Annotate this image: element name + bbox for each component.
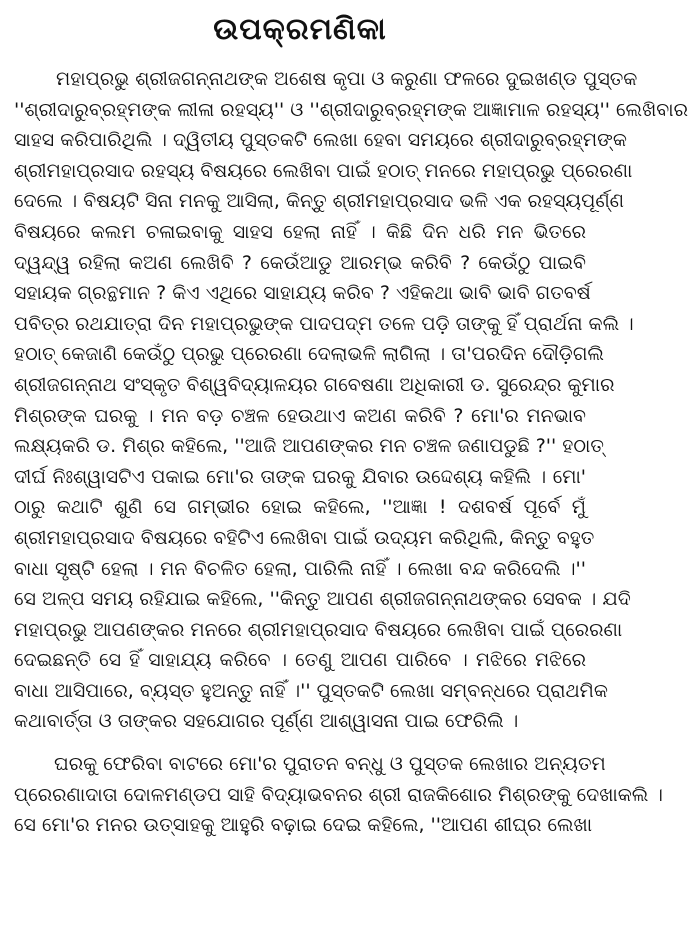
text-line: ସାହସ କରିପାରିଥିଲି । ଦ୍ୱିତୀୟ ପୁସ୍ତକଟି ଲେଖା ହେବା ସମୟରେ ଶ୍ରୀଦାରୁବ୍ରହ୍ମଙ୍କ <box>14 129 627 152</box>
text-line: ଲକ୍ଷ୍ୟକରି ଡ. ମିଶ୍ର କହିଲେ, ''ଆଜି ଆପଣଙ୍କର ମନ ଚଞ୍ଚଳ ଜଣାପଡୁଛି ?'' ହଠାତ୍ <box>14 435 604 458</box>
text-line: ବାଧା ସୃଷ୍ଟି ହେଲା । ମନ ବିଚଳିତ ହେଲା, ପାରିଲି ନାହିଁ । ଲେଖା ବନ୍ଦ କରିଦେଲି ।'' <box>14 557 586 580</box>
text-line: ମହାପ୍ରଭୁ ଶ୍ରୀଜଗନ୍ନାଥଙ୍କ ଅଶେଷ କୃପା ଓ କରୁଣା ଫଳରେ ଦୁଇଖଣ୍ଡ ପୁସ୍ତକ <box>56 68 638 90</box>
text-line: ମିଶ୍ରଙ୍କ ଘରକୁ । ମନ ବଡ଼ ଚଞ୍ଚଳ ହେଉଥାଏ କଅଣ କରିବି ? ମୋ'ର ମନଭାବ <box>14 404 586 427</box>
text-line: ସେ ଅଳ୍ପ ସମୟ ରହିଯାଇ କହିଲେ, ''କିନ୍ତୁ ଆପଣ ଶ୍ରୀଜଗନ୍ନାଥଙ୍କର ସେବକ । ଯଦି <box>14 588 631 611</box>
text-line: ମହାପ୍ରଭୁ ଆପଣଙ୍କର ମନରେ ଶ୍ରୀମହାପ୍ରସାଦ ବିଷୟରେ ଲେଖିବା ପାଇଁ ପ୍ରେରଣା <box>14 618 623 641</box>
text-line: ଦେଇଛନ୍ତି ସେ ହିଁ ସାହାଯ୍ୟ କରିବେ । ତେଣୁ ଆପଣ ପାରିବେ । ମଝିରେ ମଝିରେ <box>14 649 586 672</box>
text-line: ''ଶ୍ରୀଦାରୁବ୍ରହ୍ମଙ୍କ ଲୀଳା ରହସ୍ୟ'' ଓ ''ଶ୍ରୀଦାରୁବ୍ରହ୍ମଙ୍କ ଆଜ୍ଞାମାଳ ରହସ୍ୟ'' ଲେଖିବାର <box>14 98 688 121</box>
text-line: ଦୀର୍ଘ ନିଃଶ୍ୱାସଟିଏ ପକାଇ ମୋ'ର ତାଙ୍କ ଘରକୁ ଯିବାର ଉଦ୍ଦେଶ୍ୟ କହିଲି । ମୋ' <box>14 465 586 488</box>
text-line: ହଠାତ୍ କେଜାଣି କେଉଁଠୁ ପ୍ରଭୁ ପ୍ରେରଣା ଦେଲାଭଳି ଲାଗିଲା । ତା'ପରଦିନ ଦୌଡ଼ିଗଲି <box>14 343 604 366</box>
text-line: ଶ୍ରୀମହାପ୍ରସାଦ ରହସ୍ୟ ବିଷୟରେ ଲେଖିବା ପାଇଁ ହଠାତ୍ ମନରେ ମହାପ୍ରଭୁ ପ୍ରେରଣା <box>14 159 633 182</box>
text-line: ବିଷୟରେ କଲମ ଚଳାଇବାକୁ ସାହସ ହେଲା ନାହିଁ । କିଛି ଦିନ ଧରି ମନ ଭିତରେ <box>14 220 586 243</box>
text-line: ଶ୍ରୀମହାପ୍ରସାଦ ବିଷୟରେ ବହିଟିଏ ଲେଖିବା ପାଇଁ ଉଦ୍ୟମ କରିଥିଲି, କିନ୍ତୁ ବହୁତ <box>14 526 595 549</box>
text-line: ଦ୍ୱନ୍ଦ୍ୱ ରହିଲା କଅଣ ଲେଖିବି ? କେଉଁଆଡୁ ଆରମ୍ଭ କରିବି ? କେଉଁଠୁ ପାଇବି <box>14 251 586 274</box>
text-line: ପ୍ରେରଣାଦାତା ଦୋଳମଣ୍ଡପ ସାହି ବିଦ୍ୟାଭବନର ଶ୍ରୀ ରାଜକିଶୋର ମିଶ୍ରଙ୍କୁ ଦେଖାକଲି । <box>14 783 663 806</box>
text-line: ଦେଲେ । ବିଷୟଟି ସିନା ମନକୁ ଆସିଲା, କିନ୍ତୁ ଶ୍ରୀମହାପ୍ରସାଦ ଭଳି ଏକ ରହସ୍ୟପୂର୍ଣ୍ଣ <box>14 190 625 213</box>
text-line: ସହାୟକ ଗ୍ରନ୍ଥମାନ ? କିଏ ଏଥିରେ ସାହାଯ୍ୟ କରିବ ? ଏହିକଥା ଭାବି ଭାବି ଗତବର୍ଷ <box>14 282 591 305</box>
text-line: ଶ୍ରୀଜଗନ୍ନାଥ ସଂସ୍କୃତ ବିଶ୍ୱବିଦ୍ୟାଳୟର ଗବେଷଣା ଅଧିକାରୀ ଡ. ସୁରେନ୍ଦ୍ର କୁମାର <box>14 373 615 396</box>
text-line: ଠାରୁ କଥାଟି ଶୁଣି ସେ ଗମ୍ଭୀର ହୋଇ କହିଲେ, ''ଆଜ୍ଞା ! ଦଶବର୍ଷ ପୂର୍ବେ ମୁଁ <box>14 496 586 519</box>
text-line: ଘରକୁ ଫେରିବା ବାଟରେ ମୋ'ର ପୁରାତନ ବନ୍ଧୁ ଓ ପୁସ୍ତକ ଲେଖାର ଅନ୍ୟତମ <box>54 753 606 776</box>
text-line: କଥାବାର୍ତ୍ତା ଓ ତାଙ୍କର ସହଯୋଗର ପୂର୍ଣ୍ଣ ଆଶ୍ୱାସନା ପାଇ ଫେରିଲି । <box>14 710 519 733</box>
page-title: ଉପକ୍ରମଣିକା <box>213 12 387 47</box>
paragraph-2 <box>14 749 663 841</box>
text-line: ସେ ମୋ'ର ମନର ଉତ୍ସାହକୁ ଆହୁରି ବଢ଼ାଇ ଦେଇ କହିଲେ, ''ଆପଣ ଶୀଘ୍ର ଲେଖା <box>14 814 593 837</box>
text-line: ପବିତ୍ର ରଥଯାତ୍ରା ଦିନ ମହାପ୍ରଭୁଙ୍କ ପାଦପଦ୍ମ ତଳେ ପଡ଼ି ତାଙ୍କୁ ହିଁ ପ୍ରାର୍ଥନା କଲି । <box>14 312 634 335</box>
paragraph-1 <box>14 64 688 737</box>
text-line: ବାଧା ଆସିପାରେ, ବ୍ୟସ୍ତ ହୁଅନ୍ତୁ ନାହିଁ ।'' ପୁସ୍ତକଟି ଲେଖା ସମ୍ବନ୍ଧରେ ପ୍ରାଥମିକ <box>14 679 608 702</box>
